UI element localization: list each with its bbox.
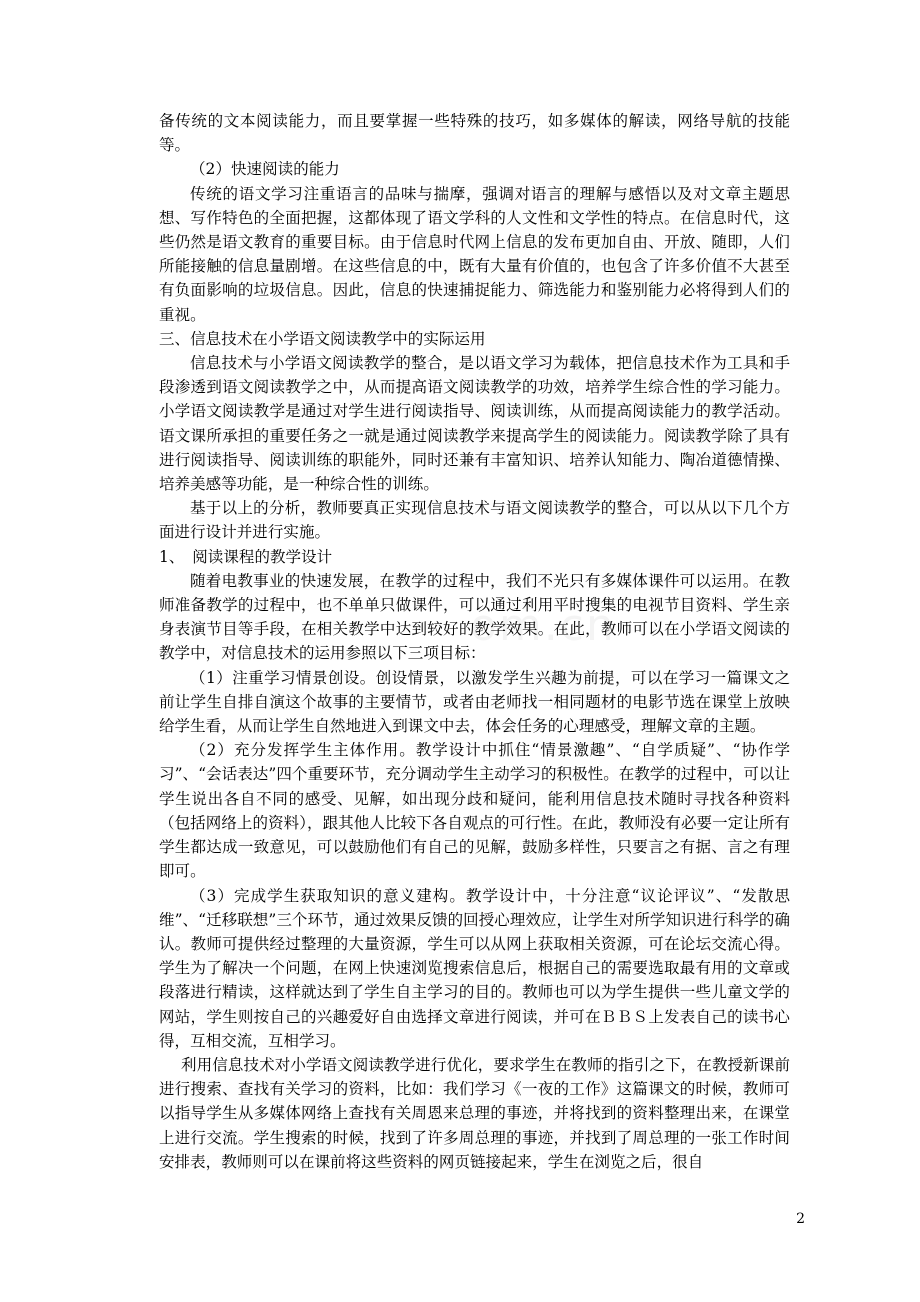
paragraph-course-design: 随着电教事业的快速发展，在教学的过程中，我们不光只有多媒体课件可以运用。在教师准备教学的过程中，也不单单只做课件，可以通过利用平时搜集的电视节目资料、学生亲身表演节目等手段，在相关教学中达到较好的教学效果。在此，教师可以在小学语文阅读的教学中，对信息技术的运用参照以下三项目标： <box>159 571 790 663</box>
paragraph-goal-2: （2）充分发挥学生主体作用。教学设计中抓住“情景激趣”、“自学质疑”、“协作学习”、“会话表达”四个重要环节，充分调动学生主动学习的积极性。在教学的过程中，可以让学生说出各自不同的感受、见解，如出现分歧和疑问，能利用信息技术随时寻找各种资料（包括网络上的资料），跟其他人比较下各自观点的可行性。在此，教师没有必要一定让所有学生都达成一致意见，可以鼓励他们有自己的见解，鼓励多样性，只要言之有据、言之有理即可。 <box>159 741 790 881</box>
section-heading-3: 三、信息技术在小学语文阅读教学中的实际运用 <box>159 329 486 348</box>
subheading-course-design: 1、 阅读课程的教学设计 <box>159 547 333 566</box>
subheading-fast-reading: （2）快速阅读的能力 <box>190 160 340 179</box>
paragraph-analysis: 基于以上的分析，教师要真正实现信息技术与语文阅读教学的整合，可以从以下几个方面进行设计并进行实施。 <box>159 499 790 542</box>
paragraph-integration: 信息技术与小学语文阅读教学的整合，是以语文学习为载体，把信息技术作为工具和手段渗透到语文阅读教学之中，从而提高语文阅读教学的功效，培养学生综合性的学习能力。小学语文阅读教学是通过对学生进行阅读指导、阅读训练，从而提高阅读能力的教学活动。语文课所承担的重要任务之一就是通过阅读教学来提高学生的阅读能力。阅读教学除了具有进行阅读指导、阅读训练的职能外，同时还兼有丰富知识、培养认知能力、陶冶道德情操、培养美感等功能，是一种综合性的训练。 <box>159 354 790 494</box>
paragraph-continuation: 备传统的文本阅读能力，而且要掌握一些特殊的技巧，如多媒体的解读，网络导航的技能等。 <box>159 112 790 155</box>
paragraph-goal-1: （1）注重学习情景创设。创设情景，以激发学生兴趣为前提，可以在学习一篇课文之前让学生自排自演这个故事的主要情节，或者由老师找一相同题材的电影节选在课堂上放映给学生看，从而让学生自然地进入到课文中去，体会任务的心理感受，理解文章的主题。 <box>159 668 790 736</box>
paragraph-fast-reading: 传统的语文学习注重语言的品味与揣摩，强调对语言的理解与感悟以及对文章主题思想、写作特色的全面把握，这都体现了语文学科的人文性和文学性的特点。在信息时代，这些仍然是语文教育的重要目标。由于信息时代网上信息的发布更加自由、开放、随即，人们所能接触的信息量剧增。在这些信息的中，既有大量有价值的，也包含了许多价值不大甚至有负面影响的垃圾信息。因此，信息的快速捕捉能力、筛选能力和鉴别能力必将得到人们的重视。 <box>159 184 790 324</box>
page-number: 2 <box>796 1211 805 1227</box>
paragraph-optimization: 利用信息技术对小学语文阅读教学进行优化，要求学生在教师的指引之下，在教授新课前进行搜索、查找有关学习的资料，比如：我们学习《一夜的工作》这篇课文的时候，教师可以指导学生从多媒体网络上查找有关周恩来总理的事迹，并将找到的资料整理出来，在课堂上进行交流。学生搜索的时候，找到了许多周总理的事迹，并找到了周总理的一张工作时间安排表，教师则可以在课前将这些资料的网页链接起来，学生在浏览之后，很自 <box>159 1055 790 1171</box>
paragraph-goal-3: （3）完成学生获取知识的意义建构。教学设计中，十分注意“议论评议”、“发散思维”、“迁移联想”三个环节，通过效果反馈的回授心理效应，让学生对所学知识进行科学的确认。教师可提供经过整理的大量资源，学生可以从网上获取相关资源，可在论坛交流心得。学生为了解决一个问题，在网上快速浏览搜索信息后，根据自己的需要选取最有用的文章或段落进行精读，这样就达到了学生自主学习的目的。教师也可以为学生提供一些儿童文学的网站，学生则按自己的兴趣爱好自由选择文章进行阅读，并可在ＢＢＳ上发表自己的读书心得，互相交流，互相学习。 <box>159 886 790 1050</box>
document-body <box>159 109 790 1174</box>
